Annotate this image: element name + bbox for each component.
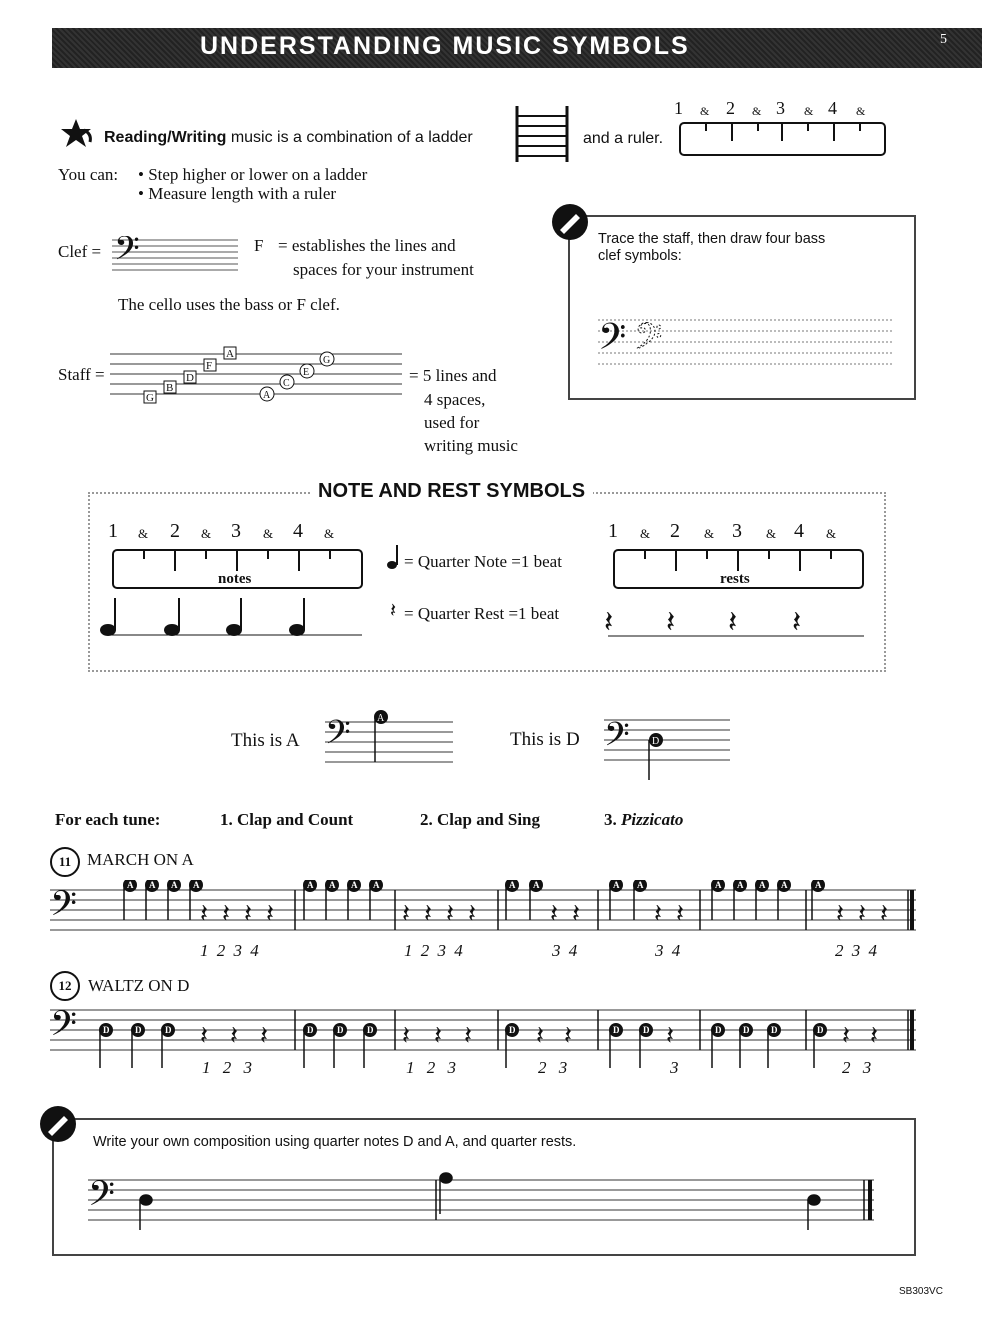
instructions-label: For each tune: xyxy=(55,810,161,829)
staff-letter-e: E xyxy=(303,367,310,378)
svg-text:𝄽: 𝄽 xyxy=(858,899,866,928)
cello-note: The cello uses the bass or F clef. xyxy=(118,295,340,314)
svg-text:𝄽: 𝄽 xyxy=(572,899,580,928)
instruction-step-1: 1. Clap and Count xyxy=(220,810,354,829)
tune-11-count-1: 1 2 3 4 xyxy=(200,941,259,960)
svg-text:A: A xyxy=(373,880,380,890)
svg-text:𝄽: 𝄽 xyxy=(836,899,844,928)
svg-text:𝄽: 𝄽 xyxy=(244,899,252,928)
svg-text:D: D xyxy=(817,1025,824,1035)
example-a-letter: A xyxy=(377,713,385,724)
quarter-rest-desc: = Quarter Rest =1 beat xyxy=(404,604,560,623)
svg-text:D: D xyxy=(715,1025,722,1035)
staff-letter-f: F xyxy=(206,360,213,372)
svg-text:D: D xyxy=(613,1025,620,1035)
svg-text:𝄢: 𝄢 xyxy=(50,1006,78,1052)
svg-text:A: A xyxy=(613,880,620,890)
staff-letter-g-line: G xyxy=(323,355,331,366)
clef-desc-2: spaces for your instrument xyxy=(293,260,474,279)
svg-text:D: D xyxy=(103,1025,110,1035)
svg-text:𝄢: 𝄢 xyxy=(634,317,663,366)
svg-text:𝄽: 𝄽 xyxy=(266,899,274,928)
notes-quarter-row xyxy=(98,594,364,638)
svg-text:𝄽: 𝄽 xyxy=(536,1021,544,1050)
quarter-note-icon xyxy=(386,544,402,570)
staff-desc-4: writing music xyxy=(424,436,518,455)
svg-text:𝄽: 𝄽 xyxy=(604,606,614,639)
svg-text:A: A xyxy=(815,880,822,890)
page-title: UNDERSTANDING MUSIC SYMBOLS xyxy=(200,32,690,60)
svg-text:𝄢: 𝄢 xyxy=(325,714,351,759)
tune-11-staff xyxy=(50,880,920,940)
rests-quarter-row xyxy=(604,600,866,640)
svg-text:𝄽: 𝄽 xyxy=(666,606,676,639)
svg-text:D: D xyxy=(307,1025,314,1035)
composition-staff[interactable] xyxy=(88,1170,878,1232)
tune-11-count-3: 3 4 xyxy=(552,941,578,960)
svg-text:A: A xyxy=(781,880,788,890)
svg-text:𝄽: 𝄽 xyxy=(564,1021,572,1050)
svg-text:𝄽: 𝄽 xyxy=(424,899,432,928)
ruler-top xyxy=(678,121,888,157)
tune-12-count-1: 1 2 3 xyxy=(202,1058,252,1077)
svg-text:𝄽: 𝄽 xyxy=(676,899,684,928)
svg-text:𝄽: 𝄽 xyxy=(792,606,802,639)
svg-text:𝄢: 𝄢 xyxy=(88,1176,116,1222)
svg-text:𝄽: 𝄽 xyxy=(446,899,454,928)
tune-12-count-2: 1 2 3 xyxy=(406,1058,456,1077)
staff-letter-a-space: A xyxy=(226,348,234,360)
staff-letter-a: A xyxy=(263,390,271,401)
pencil-icon xyxy=(550,202,590,242)
staff-letter-g: G xyxy=(146,392,154,404)
staff-letter-c: C xyxy=(283,378,290,389)
svg-text:D: D xyxy=(509,1025,516,1035)
tune-number-11: 11 xyxy=(50,847,80,877)
svg-text:𝄢: 𝄢 xyxy=(50,886,78,932)
svg-text:A: A xyxy=(737,880,744,890)
svg-text:𝄽: 𝄽 xyxy=(402,1021,410,1050)
this-is-a-label: This is A xyxy=(231,730,300,751)
svg-text:𝄢: 𝄢 xyxy=(114,236,140,274)
tune-12-count-4: 3 xyxy=(670,1058,679,1077)
tune-12-count-3: 2 3 xyxy=(538,1058,568,1077)
svg-text:D: D xyxy=(771,1025,778,1035)
staff-desc-2: 4 spaces, xyxy=(424,390,486,409)
clef-desc-1: = establishes the lines and xyxy=(278,236,456,255)
svg-text:𝄽: 𝄽 xyxy=(666,1021,674,1050)
example-d-letter: D xyxy=(652,736,660,747)
svg-text:A: A xyxy=(509,880,516,890)
quarter-note-desc: = Quarter Note =1 beat xyxy=(404,552,562,571)
svg-text:A: A xyxy=(351,880,358,890)
staff-letter-d: D xyxy=(186,372,194,384)
svg-text:A: A xyxy=(127,880,134,890)
notes-label: notes xyxy=(218,571,252,587)
svg-text:A: A xyxy=(329,880,336,890)
bullet-2: • Measure length with a ruler xyxy=(138,184,337,203)
svg-text:𝄽: 𝄽 xyxy=(550,899,558,928)
svg-text:A: A xyxy=(149,880,156,890)
svg-text:𝄽: 𝄽 xyxy=(880,899,888,928)
svg-text:𝄢: 𝄢 xyxy=(604,716,630,761)
svg-text:𝄽: 𝄽 xyxy=(654,899,662,928)
pencil-icon-2 xyxy=(38,1104,78,1144)
svg-text:A: A xyxy=(759,880,766,890)
svg-text:D: D xyxy=(135,1025,142,1035)
tune-12-count-5: 2 3 xyxy=(842,1058,872,1077)
tune-title-waltz: WALTZ ON D xyxy=(88,976,190,995)
star-icon xyxy=(60,118,96,148)
rests-label: rests xyxy=(720,571,750,587)
svg-text:𝄽: 𝄽 xyxy=(230,1021,238,1050)
staff-letter-b: B xyxy=(166,382,174,394)
svg-text:𝄽: 𝄽 xyxy=(222,899,230,928)
this-is-d-label: This is D xyxy=(510,729,580,750)
trace-staff[interactable] xyxy=(598,314,898,374)
tune-11-count-2: 1 2 3 4 xyxy=(404,941,463,960)
clef-staff-icon xyxy=(112,236,242,274)
bullet-1: • Step higher or lower on a ladder xyxy=(138,165,368,184)
tune-11-count-4: 3 4 xyxy=(655,941,681,960)
quarter-rest-icon: 𝄽 xyxy=(390,600,397,622)
svg-text:𝄽: 𝄽 xyxy=(200,1021,208,1050)
clef-label: Clef = xyxy=(58,242,102,261)
example-a-staff xyxy=(325,710,455,766)
svg-text:A: A xyxy=(637,880,644,890)
svg-text:𝄢: 𝄢 xyxy=(598,317,627,366)
svg-text:A: A xyxy=(715,880,722,890)
svg-text:𝄽: 𝄽 xyxy=(402,899,410,928)
tune-11-count-5: 2 3 4 xyxy=(835,941,877,960)
clef-f-letter: F xyxy=(254,236,264,255)
trace-instructions: Trace the staff, then draw four bass clef symbols: xyxy=(598,231,826,264)
composition-instructions: Write your own composition using quarter notes D and A, and quarter rests. xyxy=(93,1134,577,1150)
staff-diagram xyxy=(110,344,406,408)
svg-text:D: D xyxy=(367,1025,374,1035)
staff-label: Staff = xyxy=(58,365,105,384)
svg-text:A: A xyxy=(307,880,314,890)
svg-text:𝄽: 𝄽 xyxy=(842,1021,850,1050)
svg-text:𝄽: 𝄽 xyxy=(464,1021,472,1050)
svg-text:𝄽: 𝄽 xyxy=(728,606,738,639)
svg-text:A: A xyxy=(533,880,540,890)
svg-text:D: D xyxy=(643,1025,650,1035)
staff-desc-1: = 5 lines and xyxy=(409,366,497,385)
intro-sentence: Reading/Writing music is a combination of a ladder xyxy=(104,129,473,146)
svg-text:𝄽: 𝄽 xyxy=(468,899,476,928)
svg-text:𝄽: 𝄽 xyxy=(260,1021,268,1050)
svg-text:D: D xyxy=(337,1025,344,1035)
footer-code: SB303VC xyxy=(899,1286,943,1297)
instruction-step-3: 3. Pizzicato xyxy=(604,810,684,829)
svg-text:𝄽: 𝄽 xyxy=(200,899,208,928)
you-can-label: You can: xyxy=(58,165,119,184)
svg-text:D: D xyxy=(165,1025,172,1035)
page-number: 5 xyxy=(940,32,947,47)
example-d-staff xyxy=(604,716,732,782)
tune-12-staff xyxy=(50,1006,920,1072)
svg-text:A: A xyxy=(193,880,200,890)
tune-title-march: MARCH ON A xyxy=(87,850,194,869)
svg-text:D: D xyxy=(743,1025,750,1035)
staff-desc-3: used for xyxy=(424,413,480,432)
svg-text:A: A xyxy=(171,880,178,890)
instruction-step-2: 2. Clap and Sing xyxy=(420,810,540,829)
ladder-icon xyxy=(513,106,573,162)
note-rest-title: NOTE AND REST SYMBOLS xyxy=(310,480,593,503)
and-ruler-text: and a ruler. xyxy=(583,130,664,147)
svg-text:𝄽: 𝄽 xyxy=(870,1021,878,1050)
svg-text:𝄽: 𝄽 xyxy=(434,1021,442,1050)
tune-number-12: 12 xyxy=(50,971,80,1001)
